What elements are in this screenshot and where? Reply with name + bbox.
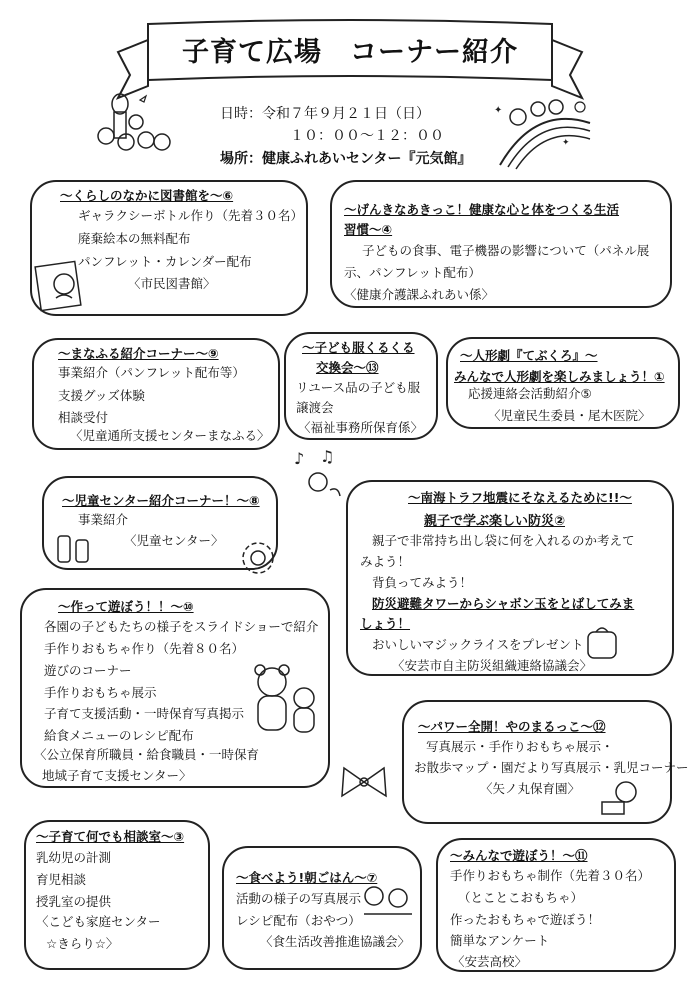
ribbon-illustration	[334, 762, 394, 806]
corner-minna-line: 手作りおもちゃ制作（先着３０名）	[450, 868, 651, 883]
corner-bosai-line: みよう！	[360, 554, 411, 569]
corner-bosai-line: 親子で非常持ち出し袋に何を入れるのか考えて	[372, 533, 635, 548]
corner-asobo-title: ～作って遊ぼう！！～⑩	[58, 599, 194, 614]
book-illustration	[34, 258, 90, 312]
event-place: 場所：健康ふれあいセンター『元気館』	[220, 151, 472, 167]
corner-bosai-line: おいしいマジックライスをプレゼント	[372, 637, 584, 652]
corner-manafuru-org: 〈児童通所支援センターまなふる〉	[70, 428, 270, 443]
corner-jido-title: ～児童センター紹介コーナー！～⑧	[62, 493, 260, 508]
corner-puppet-title-cont: みんなで人形劇を楽しみましょう！①	[454, 369, 665, 384]
event-date: 日時：令和７年９月２１日（日）	[220, 106, 430, 122]
corner-library-line: ギャラクシーボトル作り（先着３０名）	[78, 208, 304, 223]
bear-illustration	[250, 660, 324, 740]
corner-genki-line: 示、パンフレット配布）	[344, 265, 481, 280]
corner-library-title: ～くらしのなかに図書館を～⑥	[60, 188, 234, 203]
crayon-illustration	[54, 532, 100, 566]
corner-clothes-line: 譲渡会	[296, 400, 334, 415]
corner-library-line: 廃棄絵本の無料配布	[78, 231, 191, 246]
event-time: １０：００～１２：００	[290, 128, 444, 144]
corner-manafuru-line: 支援グッズ体験	[58, 388, 145, 403]
corner-genki-line: 子どもの食事、電子機器の影響について（パネル展	[362, 243, 650, 258]
corner-soudan-line: 授乳室の提供	[36, 894, 112, 909]
corner-gohan-line: レシピ配布（おやつ）	[236, 913, 361, 928]
corner-library-org: 〈市民図書館〉	[128, 276, 216, 291]
music-illustration	[290, 446, 350, 502]
corner-soudan-org-cont: ☆きらり☆〉	[46, 936, 119, 951]
corner-clothes-org: 〈福祉事務所保育係〉	[298, 420, 424, 435]
corner-minna-org: 〈安芸高校〉	[452, 954, 528, 969]
corner-clothes-line: リユース品の子ども服	[296, 380, 421, 395]
corner-asobo-org-cont: 地域子育て支援センター〉	[42, 768, 192, 783]
corner-soudan-line: 乳幼児の計測	[36, 850, 112, 865]
corner-clothes-title-cont: 交換会～⑬	[316, 360, 379, 375]
corner-soudan-line: 育児相談	[36, 872, 87, 887]
flower-illustration	[240, 540, 276, 576]
baby-illustration	[596, 778, 644, 818]
backpack-illustration	[582, 622, 622, 662]
svg-text:✦: ✦	[562, 138, 570, 148]
corner-manafuru-line: 相談受付	[58, 410, 109, 425]
corner-genki-title: ～げんきなあきっこ！健康な心と体をつくる生活	[344, 202, 620, 217]
svg-text:♫: ♫	[320, 447, 335, 466]
corner-bosai-org: 〈安芸市自主防災組織連絡協議会〉	[392, 658, 593, 673]
corner-minna-line: （とことこおもちゃ）	[458, 890, 584, 905]
corner-power-org: 〈矢ノ丸保育園〉	[480, 781, 581, 796]
corner-asobo-line: 手作りおもちゃ展示	[44, 685, 157, 700]
breakfast-illustration	[360, 884, 416, 920]
page-title: 子育て広場 コーナー紹介	[182, 37, 518, 68]
animals-illustration	[96, 92, 176, 162]
svg-text:♪: ♪	[294, 449, 305, 468]
corner-puppet-line: 応援連絡会活動紹介⑤	[468, 386, 592, 401]
corner-bosai-title: ～南海トラフ地震にそなえるために!!～	[408, 490, 632, 505]
corner-asobo-line: 給食メニューのレシピ配布	[44, 728, 194, 743]
corner-power-title: ～パワー全開！やのまるっこ～⑫	[418, 719, 606, 734]
corner-genki-org: 〈健康介護課ふれあい係〉	[344, 287, 495, 302]
corner-jido-line: 事業紹介	[78, 512, 129, 527]
corner-asobo-line: 遊びのコーナー	[44, 663, 132, 678]
corner-manafuru-line: 事業紹介（パンフレット配布等）	[58, 365, 245, 380]
corner-clothes-title: ～子ども服くるくる	[302, 340, 415, 355]
corner-minna-line: 作ったおもちゃで遊ぼう！	[450, 912, 601, 927]
corner-gohan-title: ～食べよう!朝ごはん～⑦	[236, 870, 378, 885]
corner-gohan-line: 活動の様子の写真展示	[236, 891, 362, 906]
corner-library-line: パンフレット・カレンダー配布	[78, 254, 252, 269]
corner-manafuru-title: ～まなふる紹介コーナー～⑨	[58, 346, 219, 361]
corner-asobo-org: 〈公立保育所職員・給食職員・一時保育	[34, 747, 260, 762]
corner-power-line: お散歩マップ・園だより写真展示・乳児コーナー	[414, 760, 689, 775]
corner-puppet-title: ～人形劇『てぶくろ』～	[460, 348, 598, 363]
corner-bosai-highlight: 防災避難タワーからシャボン玉をとばしてみま	[372, 596, 635, 611]
corner-soudan-title: ～子育て何でも相談室～③	[36, 829, 185, 844]
corner-puppet-org: 〈児童民生委員・尾木医院〉	[488, 408, 651, 423]
corner-minna-line: 簡単なアンケート	[450, 933, 550, 948]
corner-asobo-line: 子育て支援活動・一時保育写真掲示	[44, 706, 245, 721]
rainbow-illustration	[490, 95, 595, 170]
corner-genki-title-cont: 習慣～④	[344, 222, 393, 237]
corner-asobo-line: 手作りおもちゃ作り（先着８０名）	[44, 641, 245, 656]
corner-gohan-org: 〈食生活改善推進協議会〉	[260, 934, 411, 949]
svg-text:✦: ✦	[494, 105, 503, 116]
corner-jido-org: 〈児童センター〉	[124, 533, 224, 548]
corner-power-line: 写真展示・手作りおもちゃ展示・	[426, 739, 614, 754]
corner-asobo-line: 各園の子どもたちの様子をスライドショーで紹介	[44, 619, 319, 634]
corner-bosai-highlight: しょう！	[360, 616, 411, 631]
corner-bosai-line: 背負ってみよう！	[372, 575, 473, 590]
corner-minna-title: ～みんなで遊ぼう！～⑪	[450, 848, 588, 863]
corner-soudan-org: 〈こども家庭センター	[36, 914, 161, 929]
corner-bosai-subtitle: 親子で学ぶ楽しい防災②	[424, 514, 566, 529]
